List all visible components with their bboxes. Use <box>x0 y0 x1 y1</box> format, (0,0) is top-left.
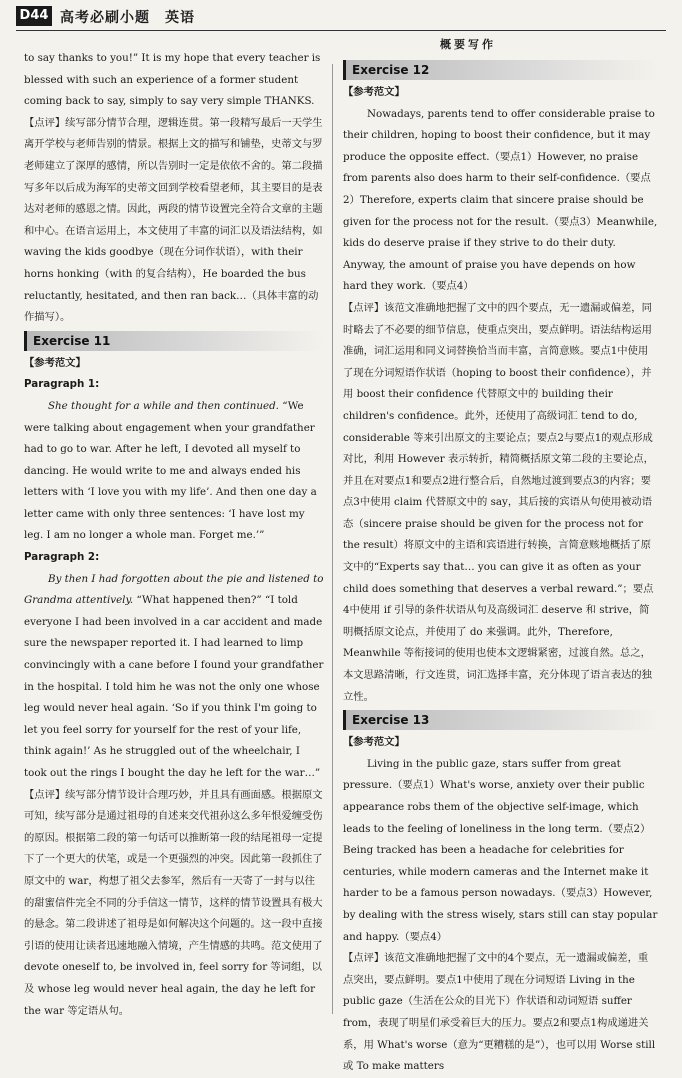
right-column <box>343 58 658 1078</box>
left-column <box>24 48 324 1022</box>
exercise-12-text: Nowadays, parents tend to offer considerable praise to their children, hoping to boost their confidence, but it may produce the opposite effect.（要点1）However, no praise from parents also does harm to their self-confidence.（要点2）Therefore, experts claim that sincere praise should be given for the process not for the result.（要点3）Meanwhile, kids do deserve praise if they strive to do their duty. Anyway, the amount of praise you have depends on how hard they work.（要点4） <box>343 107 658 293</box>
exercise-11-heading: Exercise 11 <box>24 331 324 351</box>
book-title: 高考必刷小题 英语 <box>60 10 195 26</box>
paragraph-1-label: Paragraph 1: <box>24 378 100 391</box>
comment-paragraph: 【点评】该范文准确地把握了文中的4个要点，无一遗漏或偏差，重点突出，要点鲜明。要点1中使用了现在分词短语 Living in the public gaze（生活在公众的目光下）作状语和动词短语 suffer from，表现了明星们承受着巨大的压力。要点2和要点1构成递进关系，用 What's worse（意为“更糟糕的是”），也可以用 Worse still 或 To make matters <box>343 952 656 1073</box>
comment-paragraph: 【点评】续写部分情节合理，逻辑连贯。第一段精写最后一天学生离开学校与老师告别的情景。根据上文的描写和铺垫，史蒂文与罗老师建立了深厚的感情，所以告别时一定是依依不舍的。第二段描写多年以后成为海军的史蒂文回到学校看望老师，其主要目的是表达对老师的感恩之情。因此，两段的情节设置完全符合文章的主题和中心。在语言运用上，本文使用了丰富的词汇以及语法结构，如 waving the kids goodbye（现在分词作状语），with their horns honking（with 的复合结构），He boarded the bus reluctantly, hesitated, and then ran back…（具体丰富的动作描写）。 <box>24 116 323 324</box>
paragraph-1-text: She thought for a while and then continued. “We were talking about engagement when your grandfather had to go to war. After he left, I devoted all myself to dancing. He would write to me and always ended his letters with ‘I love you with my life’. And then one day a letter came with only three sentences: ‘I have lost my leg. I am no longer a whole man. Forget me.’” <box>24 399 317 542</box>
reference-label: 【参考范文】 <box>24 356 86 369</box>
page-header <box>16 4 666 30</box>
intro-paragraph: to say thanks to you!” It is my hope that every teacher is blessed with such an experience of a former student coming back to say, simply to say very simple THANKS. <box>24 52 321 108</box>
paragraph-2-label: Paragraph 2: <box>24 551 100 564</box>
reference-label: 【参考范文】 <box>343 736 405 749</box>
comment-paragraph: 【点评】续写部分情节设计合理巧妙，并且具有画面感。根据原文可知，续写部分是通过祖母的自述来交代祖孙这么多年恨爱缠受伤的原因。根据第二段的第一句话可以推断第一段的结尾祖母一定提下了一个更大的伏笔，或是一个更强烈的冲突。因此第一段抓住了原文中的 war，构想了祖父去参军，然后有一天寄了一封与以往的甜蜜信件完全不同的分手信这一情节，这样的情节设置具有极大的悬念。第二段讲述了祖母是如何解决这个问题的。这一段中直接引语的使用让读者迅速地融入情境，产生情感的共鸣。范文使用了 devote oneself to, be involved in, feel sorry for 等词组，以及 whose leg would never heal again, the day he left for the war 等定语从句。 <box>24 788 323 1017</box>
reference-label: 【参考范文】 <box>343 86 405 98</box>
header-rule <box>16 30 666 31</box>
column-divider <box>332 64 333 1014</box>
comment-paragraph: 【点评】该范文准确地把握了文中的四个要点，无一遗漏或偏差，同时略去了不必要的细节信息，使重点突出，要点鲜明。语法结构运用准确，词汇运用和同义词替换恰当而丰富，言简意赅。要点1中使用了现在分词短语作状语（hoping to boost their confidence），并用 boost their confidence 代替原文中的 building their children's confidence。此外，还使用了高级词汇 tend to do, considerable 等来引出原文的主要论点；要点2与要点1的观点形成对比，利用 However 表示转折，精简概括原文第二段的主要论点，并且在对要点1和要点2进行整合后，自然地过渡到要点3的内容；要点3中使用 claim 代替原文中的 say，其后接的宾语从句使用被动语态（sincere praise should be given for the process not for the result）将原文中的主语和宾语进行转换，言简意赅地概括了原文中的“Experts say that… you can give it as often as your child does something that deserves a verbal reward.”；要点4中使用 if 引导的条件状语从句及高级词汇 deserve 和 strive，简明概括原文论点，并使用了 do 来强调。此外，Therefore, Meanwhile 等衔接词的使用也使本文逻辑紧密，过渡自然。总之，本文思路清晰，行文连贯，词汇选择丰富，充分体现了语言表达的独立性。 <box>343 301 654 703</box>
paragraph-2-text: By then I had forgotten about the pie and listened to Grandma attentively. “What happened then?” “I told everyone I had been involved in a car accident and made sure the newspaper reported it. I had learned to limp convincingly with a cane before I found your grandfather in the hospital. I told him he was not the only one whose leg would never heal again. ‘So if you think I'm going to let you feel sorry for yourself for the rest of your life, think again!’ As he struggled out of the wheelchair, I took out the rings I bought the day he left for the war…” <box>24 572 324 779</box>
exercise-12-heading: Exercise 12 <box>343 60 658 80</box>
section-title: 概要写作 <box>440 38 496 51</box>
exercise-13-heading: Exercise 13 <box>343 710 658 730</box>
page-number-badge: D44 <box>16 6 52 26</box>
exercise-13-text: Living in the public gaze, stars suffer from great pressure.（要点1）What's worse, anxiety over their public appearance robs them of the objective self-image, which leads to the feeling of loneliness in the long term.（要点2）Being tracked has been a headache for celebrities for centuries, while modern cameras and the Internet make it harder to be a famous person nowadays.（要点3）However, by dealing with the stress wisely, stars still can stay popular and happy.（要点4） <box>343 757 658 943</box>
